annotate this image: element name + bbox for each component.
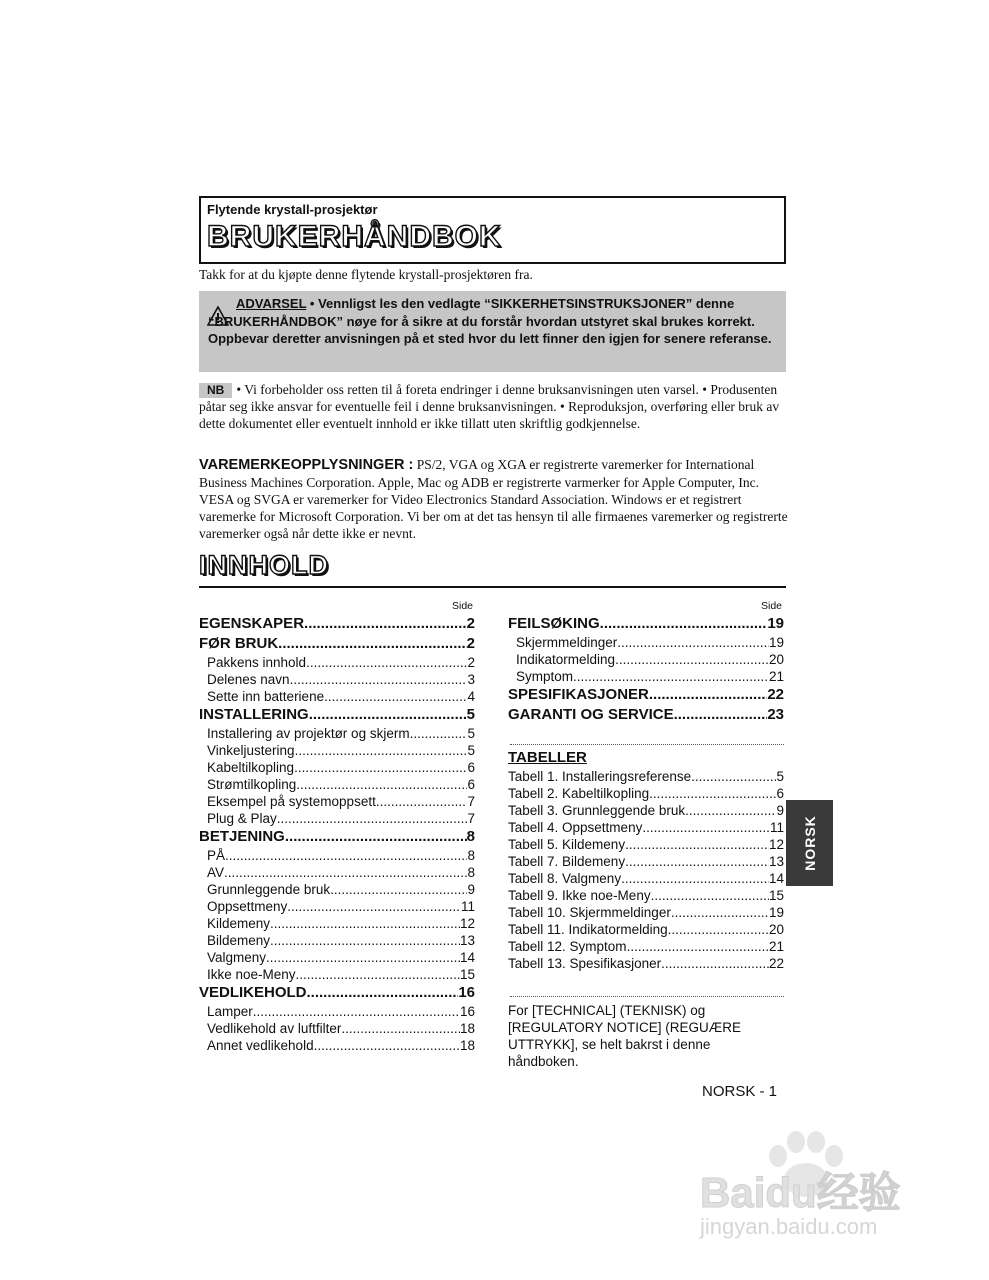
- table-list-entry: [508, 768, 784, 785]
- leader-dots: [671, 904, 769, 921]
- leader-dots: [330, 881, 467, 898]
- leader-dots: [573, 668, 769, 685]
- leader-dots: [600, 614, 768, 634]
- leader-dots: [287, 898, 461, 915]
- leader-dots: [621, 870, 769, 887]
- table-list-entry: [508, 853, 784, 870]
- toc-entry-sub: [199, 671, 475, 688]
- entry-page: 14: [459, 950, 475, 965]
- entry-page: 6: [776, 786, 784, 801]
- warning-body: • Vennligst les den vedlagte “SIKKERHETSINSTRUKSJONER” denne “BRUKERHÅNDBOK” nøye for å sikre at du forstår hvordan utstyret skal brukes korrekt. Oppbevar deretter anvisningen på et sted hvor du lett finner den igjen for senere referanse.: [208, 296, 772, 346]
- leader-dots: [290, 671, 468, 688]
- leader-dots: [306, 654, 467, 671]
- tables-list: [508, 768, 784, 972]
- leader-dots: [309, 705, 467, 725]
- entry-page: 5: [467, 743, 475, 758]
- toc-entry-main: [508, 614, 784, 634]
- entry-label: Tabell 10. Skjermmeldinger: [508, 905, 671, 920]
- table-list-entry: [508, 887, 784, 904]
- document-title: BRUKERHÅNDBOK: [207, 220, 502, 253]
- toc-entry-sub: [199, 915, 475, 932]
- toc-heading: INNHOLD: [199, 550, 329, 580]
- entry-page: 9: [776, 803, 784, 818]
- entry-page: 22: [767, 686, 784, 703]
- side-label-right: Side: [761, 600, 783, 612]
- leader-dots: [651, 887, 769, 904]
- entry-label: Installering av projektør og skjerm: [207, 726, 410, 741]
- entry-label: Tabell 11. Indikatormelding: [508, 922, 668, 937]
- leader-dots: [642, 819, 770, 836]
- entry-label: GARANTI OG SERVICE: [508, 706, 674, 723]
- entry-label: Grunnleggende bruk: [207, 882, 331, 897]
- leader-dots: [674, 705, 768, 725]
- entry-page: 2: [467, 655, 475, 670]
- leader-dots: [615, 651, 769, 668]
- divider: [510, 744, 784, 745]
- nb-text: • Vi forbeholder oss retten til å foreta endringer i denne bruksanvisningen uten varsel. • Produsenten påtar seg ikke ansvar for eventuelle feil i denne bruksanvisningen. • Reproduksjon, overføring eller bruk av dette dokumentet eller eventuelt innhold er ikke tillatt uten skriftlig godkjennelse.: [199, 382, 780, 431]
- toc-entry-sub: [199, 864, 475, 881]
- nb-note: [199, 381, 789, 432]
- entry-page: 8: [466, 828, 475, 845]
- toc-entry-sub: [508, 634, 784, 651]
- entry-page: 21: [768, 939, 784, 954]
- entry-label: Tabell 2. Kabeltilkopling: [508, 786, 650, 801]
- toc-entry-sub: [199, 810, 475, 827]
- entry-page: 12: [768, 837, 784, 852]
- leader-dots: [668, 921, 769, 938]
- entry-page: 8: [467, 848, 475, 863]
- entry-page: 19: [767, 615, 784, 632]
- leader-dots: [410, 725, 468, 742]
- entry-label: Vedlikehold av luftfilter: [207, 1021, 342, 1036]
- entry-page: 11: [769, 820, 784, 835]
- entry-label: Eksempel på systemoppsett: [207, 794, 376, 809]
- entry-label: Tabell 7. Bildemeny: [508, 854, 626, 869]
- leader-dots: [314, 1037, 460, 1054]
- toc-entry-sub: [199, 1020, 475, 1037]
- toc-entry-sub: [199, 725, 475, 742]
- entry-page: 2: [466, 635, 475, 652]
- nb-badge: NB: [199, 383, 232, 398]
- footer-note: For [TECHNICAL] (TEKNISK) og [REGULATORY NOTICE] (REGUÆRE UTTRYKK], se helt bakrst i denne håndboken.: [508, 1003, 742, 1069]
- toc-entry-sub: [199, 1003, 475, 1020]
- language-tab-label: NORSK: [801, 815, 818, 871]
- entry-label: Vinkeljustering: [207, 743, 295, 758]
- toc-entry-sub: [199, 1037, 475, 1054]
- entry-label: Tabell 5. Kildemeny: [508, 837, 626, 852]
- entry-page: 8: [467, 865, 475, 880]
- entry-label: AV: [207, 865, 225, 880]
- leader-dots: [685, 802, 776, 819]
- entry-label: VEDLIKEHOLD: [199, 984, 307, 1001]
- leader-dots: [277, 810, 468, 827]
- entry-label: Indikatormelding: [516, 652, 616, 667]
- entry-label: Tabell 1. Installeringsreferense: [508, 769, 692, 784]
- warning-text: [208, 295, 778, 348]
- leader-dots: [307, 983, 459, 1003]
- leader-dots: [296, 966, 460, 983]
- leader-dots: [376, 793, 468, 810]
- toc-entry-main: [199, 983, 475, 1003]
- entry-page: 5: [466, 706, 475, 723]
- entry-page: 7: [467, 811, 475, 826]
- entry-page: 22: [768, 956, 784, 971]
- entry-page: 15: [459, 967, 475, 982]
- intro-text: Takk for at du kjøpte denne flytende krystall-prosjektøren fra.: [199, 267, 533, 282]
- warning-box: [199, 291, 786, 372]
- entry-label: INSTALLERING: [199, 706, 309, 723]
- leader-dots: [625, 836, 769, 853]
- entry-label: Symptom: [516, 669, 574, 684]
- table-list-entry: [508, 904, 784, 921]
- entry-label: Kildemeny: [207, 916, 271, 931]
- entry-page: 5: [776, 769, 784, 784]
- toc-entry-sub: [199, 898, 475, 915]
- table-list-entry: [508, 836, 784, 853]
- entry-label: Bildemeny: [207, 933, 271, 948]
- toc-left-column: [199, 614, 475, 1054]
- leader-dots: [649, 685, 767, 705]
- toc-entry-main: [508, 705, 784, 725]
- leader-dots: [266, 949, 460, 966]
- divider: [510, 996, 784, 997]
- leader-dots: [341, 1020, 460, 1037]
- leader-dots: [625, 853, 769, 870]
- entry-label: Sette inn batteriene: [207, 689, 325, 704]
- leader-dots: [295, 742, 468, 759]
- trademark-label: VAREMERKEOPPLYSNINGER :: [199, 457, 414, 473]
- entry-label: Tabell 3. Grunnleggende bruk: [508, 803, 686, 818]
- entry-page: 7: [467, 794, 475, 809]
- entry-label: Valgmeny: [207, 950, 267, 965]
- toc-entry-sub: [199, 776, 475, 793]
- toc-entry-sub: [508, 668, 784, 685]
- entry-page: 5: [467, 726, 475, 741]
- leader-dots: [270, 915, 460, 932]
- toc-entry-sub: [199, 688, 475, 705]
- entry-page: 20: [768, 652, 784, 667]
- entry-page: 12: [459, 916, 475, 931]
- entry-page: 4: [467, 689, 475, 704]
- language-tab: [786, 800, 833, 886]
- entry-label: Pakkens innhold: [207, 655, 307, 670]
- toc-rule: [199, 586, 786, 588]
- entry-label: Tabell 8. Valgmeny: [508, 871, 622, 886]
- leader-dots: [270, 932, 460, 949]
- toc-entry-sub: [199, 654, 475, 671]
- entry-page: 6: [467, 777, 475, 792]
- entry-page: 18: [459, 1038, 475, 1053]
- side-label-left: Side: [452, 600, 474, 612]
- toc-entry-sub: [199, 932, 475, 949]
- toc-entry-sub: [199, 881, 475, 898]
- toc-entry-main: [199, 634, 475, 654]
- entry-label: Plug & Play: [207, 811, 277, 826]
- entry-label: Annet vedlikehold: [207, 1038, 314, 1053]
- warning-label: ADVARSEL: [236, 296, 307, 311]
- page-number: NORSK - 1: [702, 1083, 778, 1100]
- entry-page: 6: [467, 760, 475, 775]
- leader-dots: [649, 785, 776, 802]
- entry-page: 20: [768, 922, 784, 937]
- trademark-text: PS/2, VGA og XGA er registrerte varemerker for International Business Machines Corporation. Apple, Mac og ADB er registrerte varmerker for Apple Computer, Inc. VESA og SVGA er varemerker for Video Electronics Standard Association. Windows er et registrert varemerke for Microsoft Corporation. Vi ber om at det tas hensyn til alle firmaenes varemerker og registrerte varemerker også når dette ikke er nevnt.: [199, 457, 788, 541]
- tables-heading: TABELLER: [508, 749, 587, 766]
- entry-label: Kabeltilkopling: [207, 760, 295, 775]
- toc-entry-main: [199, 614, 475, 634]
- leader-dots: [296, 776, 467, 793]
- entry-page: 19: [768, 635, 784, 650]
- toc-entry-main: [199, 705, 475, 725]
- entry-page: 16: [458, 984, 475, 1001]
- leader-dots: [224, 864, 467, 881]
- table-list-entry: [508, 802, 784, 819]
- entry-page: 2: [466, 615, 475, 632]
- entry-label: BETJENING: [199, 828, 285, 845]
- leader-dots: [627, 938, 769, 955]
- title-box: [199, 196, 786, 264]
- entry-label: FEILSØKING: [508, 615, 600, 632]
- toc-right-column: [508, 614, 784, 725]
- toc-entry-sub: [199, 793, 475, 810]
- entry-label: Ikke noe-Meny: [207, 967, 296, 982]
- toc-entry-sub: [199, 949, 475, 966]
- entry-label: Tabell 9. Ikke noe-Meny: [508, 888, 651, 903]
- leader-dots: [691, 768, 776, 785]
- watermark-url: jingyan.baidu.com: [700, 1214, 878, 1239]
- entry-label: FØR BRUK: [199, 635, 279, 652]
- leader-dots: [304, 614, 467, 634]
- toc-entry-sub: [199, 742, 475, 759]
- entry-page: 9: [467, 882, 475, 897]
- entry-label: Lamper: [207, 1004, 253, 1019]
- table-list-entry: [508, 870, 784, 887]
- entry-page: 13: [768, 854, 784, 869]
- entry-page: 13: [459, 933, 475, 948]
- entry-page: 14: [768, 871, 784, 886]
- entry-page: 21: [768, 669, 784, 684]
- table-list-entry: [508, 819, 784, 836]
- entry-label: Tabell 4. Oppsettmeny: [508, 820, 643, 835]
- entry-page: 18: [459, 1021, 475, 1036]
- table-list-entry: [508, 921, 784, 938]
- table-list-entry: [508, 785, 784, 802]
- leader-dots: [278, 634, 466, 654]
- toc-entry-sub: [199, 759, 475, 776]
- entry-label: Tabell 13. Spesifikasjoner: [508, 956, 662, 971]
- document-subtitle: Flytende krystall-prosjektør: [207, 202, 378, 217]
- entry-page: 3: [467, 672, 475, 687]
- entry-page: 11: [460, 899, 475, 914]
- entry-label: Tabell 12. Symptom: [508, 939, 627, 954]
- toc-entry-main: [508, 685, 784, 705]
- entry-label: Oppsettmeny: [207, 899, 288, 914]
- entry-label: EGENSKAPER: [199, 615, 305, 632]
- entry-page: 23: [767, 706, 784, 723]
- entry-label: Delenes navn: [207, 672, 290, 687]
- toc-entry-sub: [199, 966, 475, 983]
- trademark-info: [199, 456, 789, 542]
- toc-entry-sub: [199, 847, 475, 864]
- table-list-entry: [508, 938, 784, 955]
- leader-dots: [661, 955, 769, 972]
- entry-page: 19: [768, 905, 784, 920]
- watermark-brand: Baidu经验: [700, 1169, 901, 1216]
- leader-dots: [253, 1003, 460, 1020]
- entry-page: 16: [459, 1004, 475, 1019]
- leader-dots: [324, 688, 467, 705]
- toc-entry-sub: [508, 651, 784, 668]
- toc-entry-main: [199, 827, 475, 847]
- entry-label: Strømtilkopling: [207, 777, 297, 792]
- entry-label: PÅ: [207, 848, 226, 863]
- leader-dots: [294, 759, 467, 776]
- leader-dots: [285, 827, 467, 847]
- leader-dots: [225, 847, 467, 864]
- entry-page: 15: [768, 888, 784, 903]
- entry-label: SPESIFIKASJONER: [508, 686, 649, 703]
- entry-label: Skjermmeldinger: [516, 635, 618, 650]
- leader-dots: [617, 634, 769, 651]
- table-list-entry: [508, 955, 784, 972]
